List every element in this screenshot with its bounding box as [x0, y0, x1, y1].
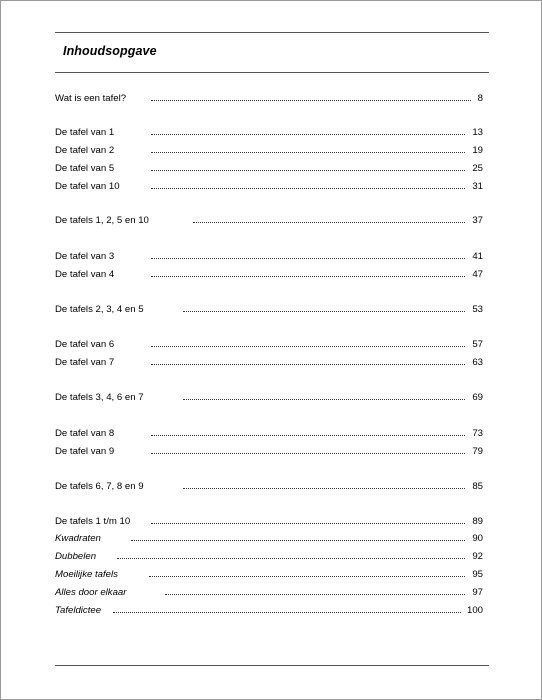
- toc-entry-label: De tafel van 6: [55, 339, 115, 350]
- toc-leader-dots: [131, 540, 465, 541]
- toc-entry: [55, 532, 485, 546]
- toc-leader-dots: [117, 558, 465, 559]
- toc-leader-dots: [193, 222, 465, 223]
- toc-entry-page: 8: [477, 93, 483, 104]
- toc-leader-dots: [165, 594, 465, 595]
- toc-entry: [55, 162, 485, 176]
- toc-entry-page: 25: [472, 163, 483, 174]
- toc-entry-page: 95: [472, 569, 483, 580]
- toc-entry-label: De tafel van 9: [55, 446, 115, 457]
- toc-entry-page: 100: [466, 605, 483, 616]
- toc-entry-label: De tafels 1, 2, 5 en 10: [55, 215, 149, 226]
- toc-entry: [55, 604, 485, 618]
- toc-entry: [55, 268, 485, 282]
- toc-leader-dots: [151, 276, 465, 277]
- toc-entry-label: De tafel van 7: [55, 357, 115, 368]
- toc-leader-dots: [151, 523, 465, 524]
- toc-entry: [55, 480, 485, 494]
- toc-entry-page: 97: [472, 587, 483, 598]
- toc-entry-label: Kwadraten: [55, 533, 101, 544]
- title-rule: [55, 72, 489, 73]
- toc-entry-page: 79: [472, 446, 483, 457]
- toc-entry: [55, 214, 485, 228]
- toc-entry: [55, 144, 485, 158]
- toc-entry: [55, 356, 485, 370]
- toc-entry-label: De tafel van 4: [55, 269, 115, 280]
- toc-leader-dots: [151, 100, 471, 101]
- bottom-rule: [55, 665, 489, 666]
- toc-leader-dots: [151, 258, 465, 259]
- toc-entry-page: 47: [472, 269, 483, 280]
- toc-leader-dots: [151, 346, 465, 347]
- toc-entry-label: De tafels 2, 3, 4 en 5: [55, 304, 144, 315]
- toc-entry-page: 90: [472, 533, 483, 544]
- toc-entry-label: De tafels 1 t/m 10: [55, 516, 131, 527]
- toc-entry: [55, 303, 485, 317]
- toc-entry-page: 63: [472, 357, 483, 368]
- toc-entry: [55, 586, 485, 600]
- toc-leader-dots: [149, 576, 465, 577]
- toc-entry-label: De tafel van 3: [55, 251, 115, 262]
- toc-entry-page: 73: [472, 428, 483, 439]
- toc-entry-page: 69: [472, 392, 483, 403]
- toc-leader-dots: [113, 612, 461, 613]
- toc-entry: [55, 126, 485, 140]
- toc-leader-dots: [151, 364, 465, 365]
- toc-entry-page: 53: [472, 304, 483, 315]
- toc-entry-label: Moeilijke tafels: [55, 569, 118, 580]
- toc-entry-label: Alles door elkaar: [55, 587, 127, 598]
- page-title: Inhoudsopgave: [63, 44, 157, 58]
- toc-entry-label: De tafel van 2: [55, 145, 115, 156]
- toc-entry: [55, 568, 485, 582]
- toc-entry-label: De tafel van 1: [55, 127, 115, 138]
- toc-leader-dots: [183, 488, 465, 489]
- toc-entry-page: 13: [472, 127, 483, 138]
- toc-entry-label: Tafeldictee: [55, 605, 102, 616]
- toc-entry-page: 19: [472, 145, 483, 156]
- toc-leader-dots: [151, 152, 465, 153]
- toc-entry-label: Wat is een tafel?: [55, 93, 127, 104]
- toc-entry-label: De tafels 6, 7, 8 en 9: [55, 481, 144, 492]
- toc-entry-page: 85: [472, 481, 483, 492]
- toc-entry: [55, 515, 485, 529]
- toc-entry: [55, 250, 485, 264]
- toc-entry-page: 89: [472, 516, 483, 527]
- toc-entry-label: De tafel van 10: [55, 181, 120, 192]
- toc-entry: [55, 427, 485, 441]
- toc-leader-dots: [151, 435, 465, 436]
- toc-entry: [55, 180, 485, 194]
- toc-entry-page: 57: [472, 339, 483, 350]
- toc-leader-dots: [183, 311, 465, 312]
- toc-entry: [55, 445, 485, 459]
- toc-entry: [55, 391, 485, 405]
- toc-entry-label: De tafel van 8: [55, 428, 115, 439]
- toc-leader-dots: [151, 170, 465, 171]
- top-rule: [55, 32, 489, 33]
- toc-leader-dots: [183, 399, 465, 400]
- toc-entry-page: 92: [472, 551, 483, 562]
- toc-entry: [55, 92, 485, 106]
- toc-entry-label: De tafel van 5: [55, 163, 115, 174]
- toc-entry-page: 31: [472, 181, 483, 192]
- toc-leader-dots: [151, 134, 465, 135]
- toc-leader-dots: [151, 453, 465, 454]
- toc-leader-dots: [151, 188, 465, 189]
- toc-entry-label: De tafels 3, 4, 6 en 7: [55, 392, 144, 403]
- toc-entry-label: Dubbelen: [55, 551, 97, 562]
- toc-entry-page: 41: [472, 251, 483, 262]
- toc-entry: [55, 338, 485, 352]
- toc-entry-page: 37: [472, 215, 483, 226]
- toc-entry: [55, 550, 485, 564]
